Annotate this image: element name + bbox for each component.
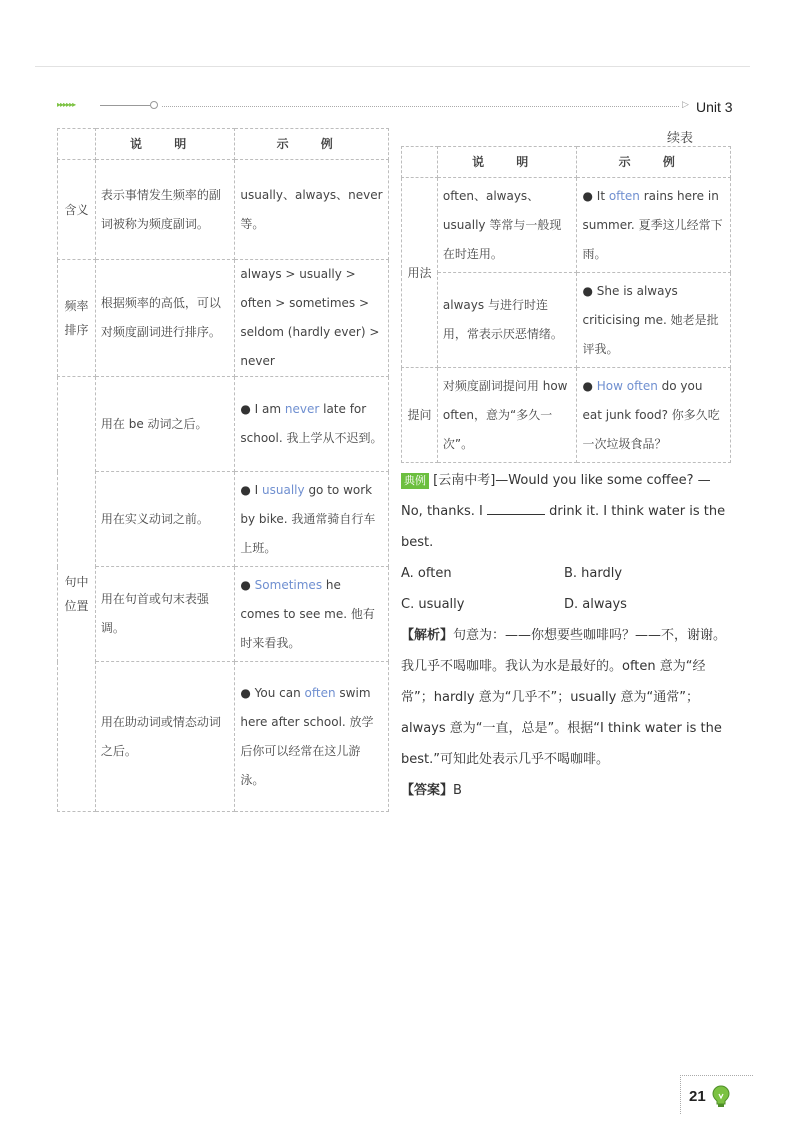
table-row [58, 567, 389, 662]
row-description: 对频度副词提问用 how often，意为“多久一次”。 [437, 368, 577, 463]
analysis-label: 【解析】 [401, 628, 454, 643]
table-row [58, 377, 389, 472]
question-line-b2: drink it. I think water is the best. [401, 504, 726, 550]
option-b[interactable]: B. hardly [564, 566, 623, 581]
question-line-b1: —No, thanks. I [401, 473, 711, 519]
options [401, 558, 731, 620]
row-example: ● It often rains here in summer. 夏季这儿经常下雨。 [577, 178, 731, 273]
table-row [402, 178, 731, 273]
frequency-adverb-table-continued [401, 146, 731, 463]
row-label: 频率排序 [58, 260, 96, 377]
row-label: 提问 [402, 368, 438, 463]
row-description: always 与进行时连用，常表示厌恶情绪。 [437, 273, 577, 368]
table-row [58, 472, 389, 567]
header-circle-icon [150, 101, 158, 109]
row-example: ● She is always criticising me. 她老是批评我。 [577, 273, 731, 368]
table-row [402, 368, 731, 463]
table-header-row [402, 147, 731, 178]
answer-blank[interactable] [487, 502, 545, 515]
row-label: 句中位置 [58, 377, 96, 812]
row-example: usually、always、never 等。 [235, 160, 389, 260]
header-arrow-icon: ▷ [682, 100, 689, 110]
question-source: [云南中考] [433, 473, 496, 488]
lightbulb-icon [711, 1084, 731, 1108]
row-description: 用在实义动词之前。 [95, 472, 234, 567]
example-question [401, 465, 731, 806]
answer [401, 775, 731, 806]
row-example: ● Sometimes he comes to see me. 他有时来看我。 [235, 567, 389, 662]
option-a[interactable]: A. often [401, 566, 452, 581]
answer-label: 【答案】 [401, 783, 454, 798]
header-description: 说 明 [95, 129, 234, 160]
analysis-text: 句意为：——你想要些咖啡吗？——不，谢谢。我几乎不喝咖啡。我认为水是最好的。often 意为“经常”；hardly 意为“几乎不”；usually 意为“通常”；always 意为“一直，总是”。根据“I think water is the best.”可知此处表示几乎不喝咖啡。 [401, 628, 727, 767]
row-description: 用在助动词或情态动词之后。 [95, 662, 234, 812]
row-example: ● How often do you eat junk food? 你多久吃一次垃圾食品？ [577, 368, 731, 463]
option-c[interactable]: C. usually [401, 597, 465, 612]
table-row [58, 662, 389, 812]
header-arrows-icon: ▸▸▸▸▸▸ [57, 100, 76, 109]
row-label: 含义 [58, 160, 96, 260]
analysis [401, 620, 731, 775]
table-row [58, 160, 389, 260]
top-rule [35, 66, 750, 67]
header-empty [402, 147, 438, 178]
header-example: 示 例 [235, 129, 389, 160]
table-header-row [58, 129, 389, 160]
header-empty [58, 129, 96, 160]
row-example: ● I usually go to work by bike. 我通常骑自行车上班。 [235, 472, 389, 567]
row-example: always > usually > often > sometimes > seldom (hardly ever) > never [235, 260, 389, 377]
row-description: 表示事情发生频率的副词被称为频度副词。 [95, 160, 234, 260]
frequency-adverb-table [57, 128, 389, 812]
unit-title: Unit 3 [696, 99, 733, 115]
continued-label: 续表 [667, 131, 694, 146]
page-number: 21 [689, 1088, 706, 1105]
row-description: often、always、usually 等常与一般现在时连用。 [437, 178, 577, 273]
example-tag: 典例 [401, 473, 429, 489]
row-description: 用在 be 动词之后。 [95, 377, 234, 472]
row-description: 用在句首或句末表强调。 [95, 567, 234, 662]
question-line-a: —Would you like some coffee? [495, 473, 694, 488]
answer-value: B [453, 783, 462, 798]
header-rule [100, 105, 150, 106]
question-stem [401, 465, 731, 558]
row-description: 根据频率的高低，可以对频度副词进行排序。 [95, 260, 234, 377]
table-row [402, 273, 731, 368]
table-row [58, 260, 389, 377]
option-d[interactable]: D. always [564, 597, 627, 612]
row-example: ● I am never late for school. 我上学从不迟到。 [235, 377, 389, 472]
row-example: ● You can often swim here after school. 放学后你可以经常在这儿游泳。 [235, 662, 389, 812]
header-description: 说 明 [437, 147, 577, 178]
row-label: 用法 [402, 178, 438, 368]
header-dotted-rule [162, 106, 679, 107]
header-example: 示 例 [577, 147, 731, 178]
